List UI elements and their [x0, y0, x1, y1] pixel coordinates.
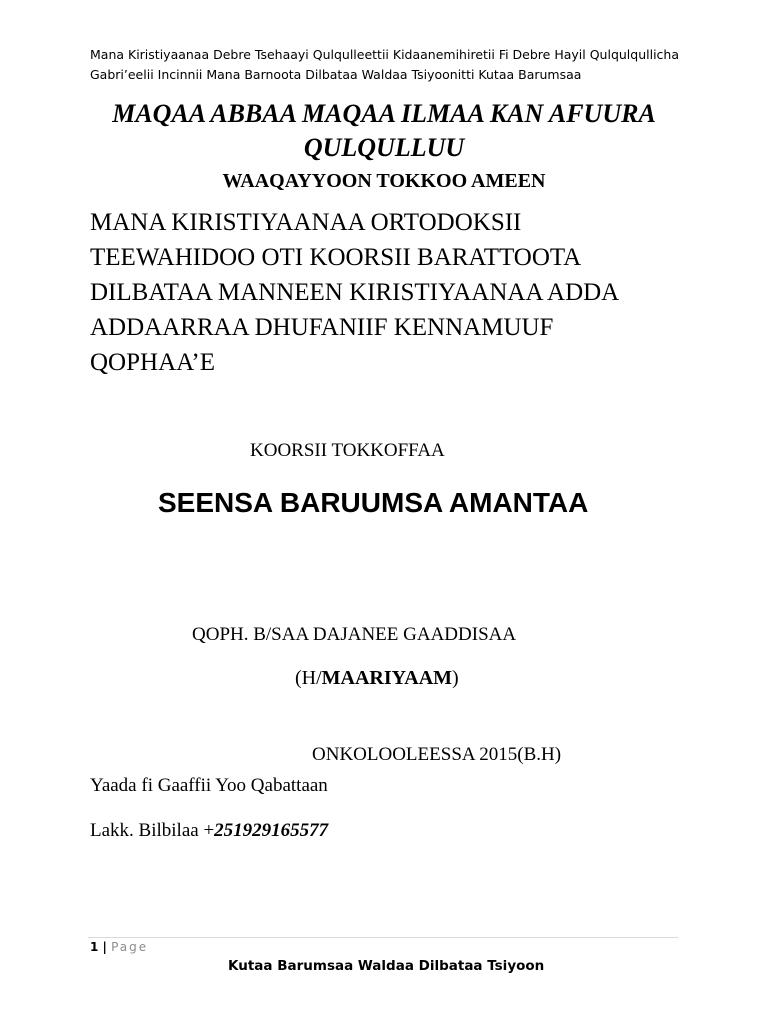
footer-divider: [88, 937, 678, 938]
page-separator: |: [98, 940, 112, 954]
header-line-2: Gabri’eelii Incinnii Mana Barnoota Dilbataa Waldaa Tsiyoonitti Kutaa Barumsaa: [90, 67, 582, 82]
footer-text: Kutaa Barumsaa Waldaa Dilbataa Tsiyoon: [228, 958, 545, 974]
header-line-1: Mana Kiristiyaanaa Debre Tsehaayi Qulqulleettii Kidaanemihiretii Fi Debre Hayil Qulqulqullicha: [90, 47, 680, 62]
alias-open: (H/: [295, 667, 322, 689]
description-line: ADDAARRAA DHUFANIIF KENNAMUUF: [90, 314, 554, 341]
phone-line: [90, 820, 328, 842]
title-line-1: MAQAA ABBAA MAQAA ILMAA KAN AFUURA: [112, 99, 656, 128]
page-number-value: 1: [90, 940, 99, 954]
alias-name: MAARIYAAM: [321, 667, 453, 689]
title-line-2: QULQULLUU: [303, 133, 465, 162]
page-number: [90, 940, 148, 954]
alias-close: ): [452, 667, 459, 689]
running-header: [90, 45, 710, 85]
description-line: MANA KIRISTIYAANAA ORTODOKSII: [90, 209, 522, 236]
phone-number: 251929165577: [214, 820, 329, 841]
description-line: TEEWAHIDOO OTI KOORSII BARATTOOTA: [90, 244, 582, 271]
course-label: KOORSII TOKKOFFAA: [250, 440, 445, 461]
publication-date: ONKOLOOLEESSA 2015(B.H): [312, 744, 562, 765]
document-title: [60, 97, 708, 165]
document-subtitle: WAAQAYYOON TOKKOO AMEEN: [222, 170, 546, 192]
course-title: SEENSA BARUUMSA AMANTAA: [158, 487, 589, 518]
author-alias: [295, 667, 459, 690]
page-word: Page: [111, 940, 149, 954]
description-block: [90, 205, 730, 380]
phone-label: Lakk. Bilbilaa +: [90, 820, 215, 841]
feedback-line: Yaada fi Gaaffii Yoo Qabattaan: [90, 775, 328, 796]
author-name: QOPH. B/SAA DAJANEE GAADDISAA: [192, 624, 517, 645]
description-line: DILBATAA MANNEEN KIRISTIYAANAA ADDA: [90, 279, 620, 306]
description-line: QOPHAA’E: [90, 349, 215, 376]
